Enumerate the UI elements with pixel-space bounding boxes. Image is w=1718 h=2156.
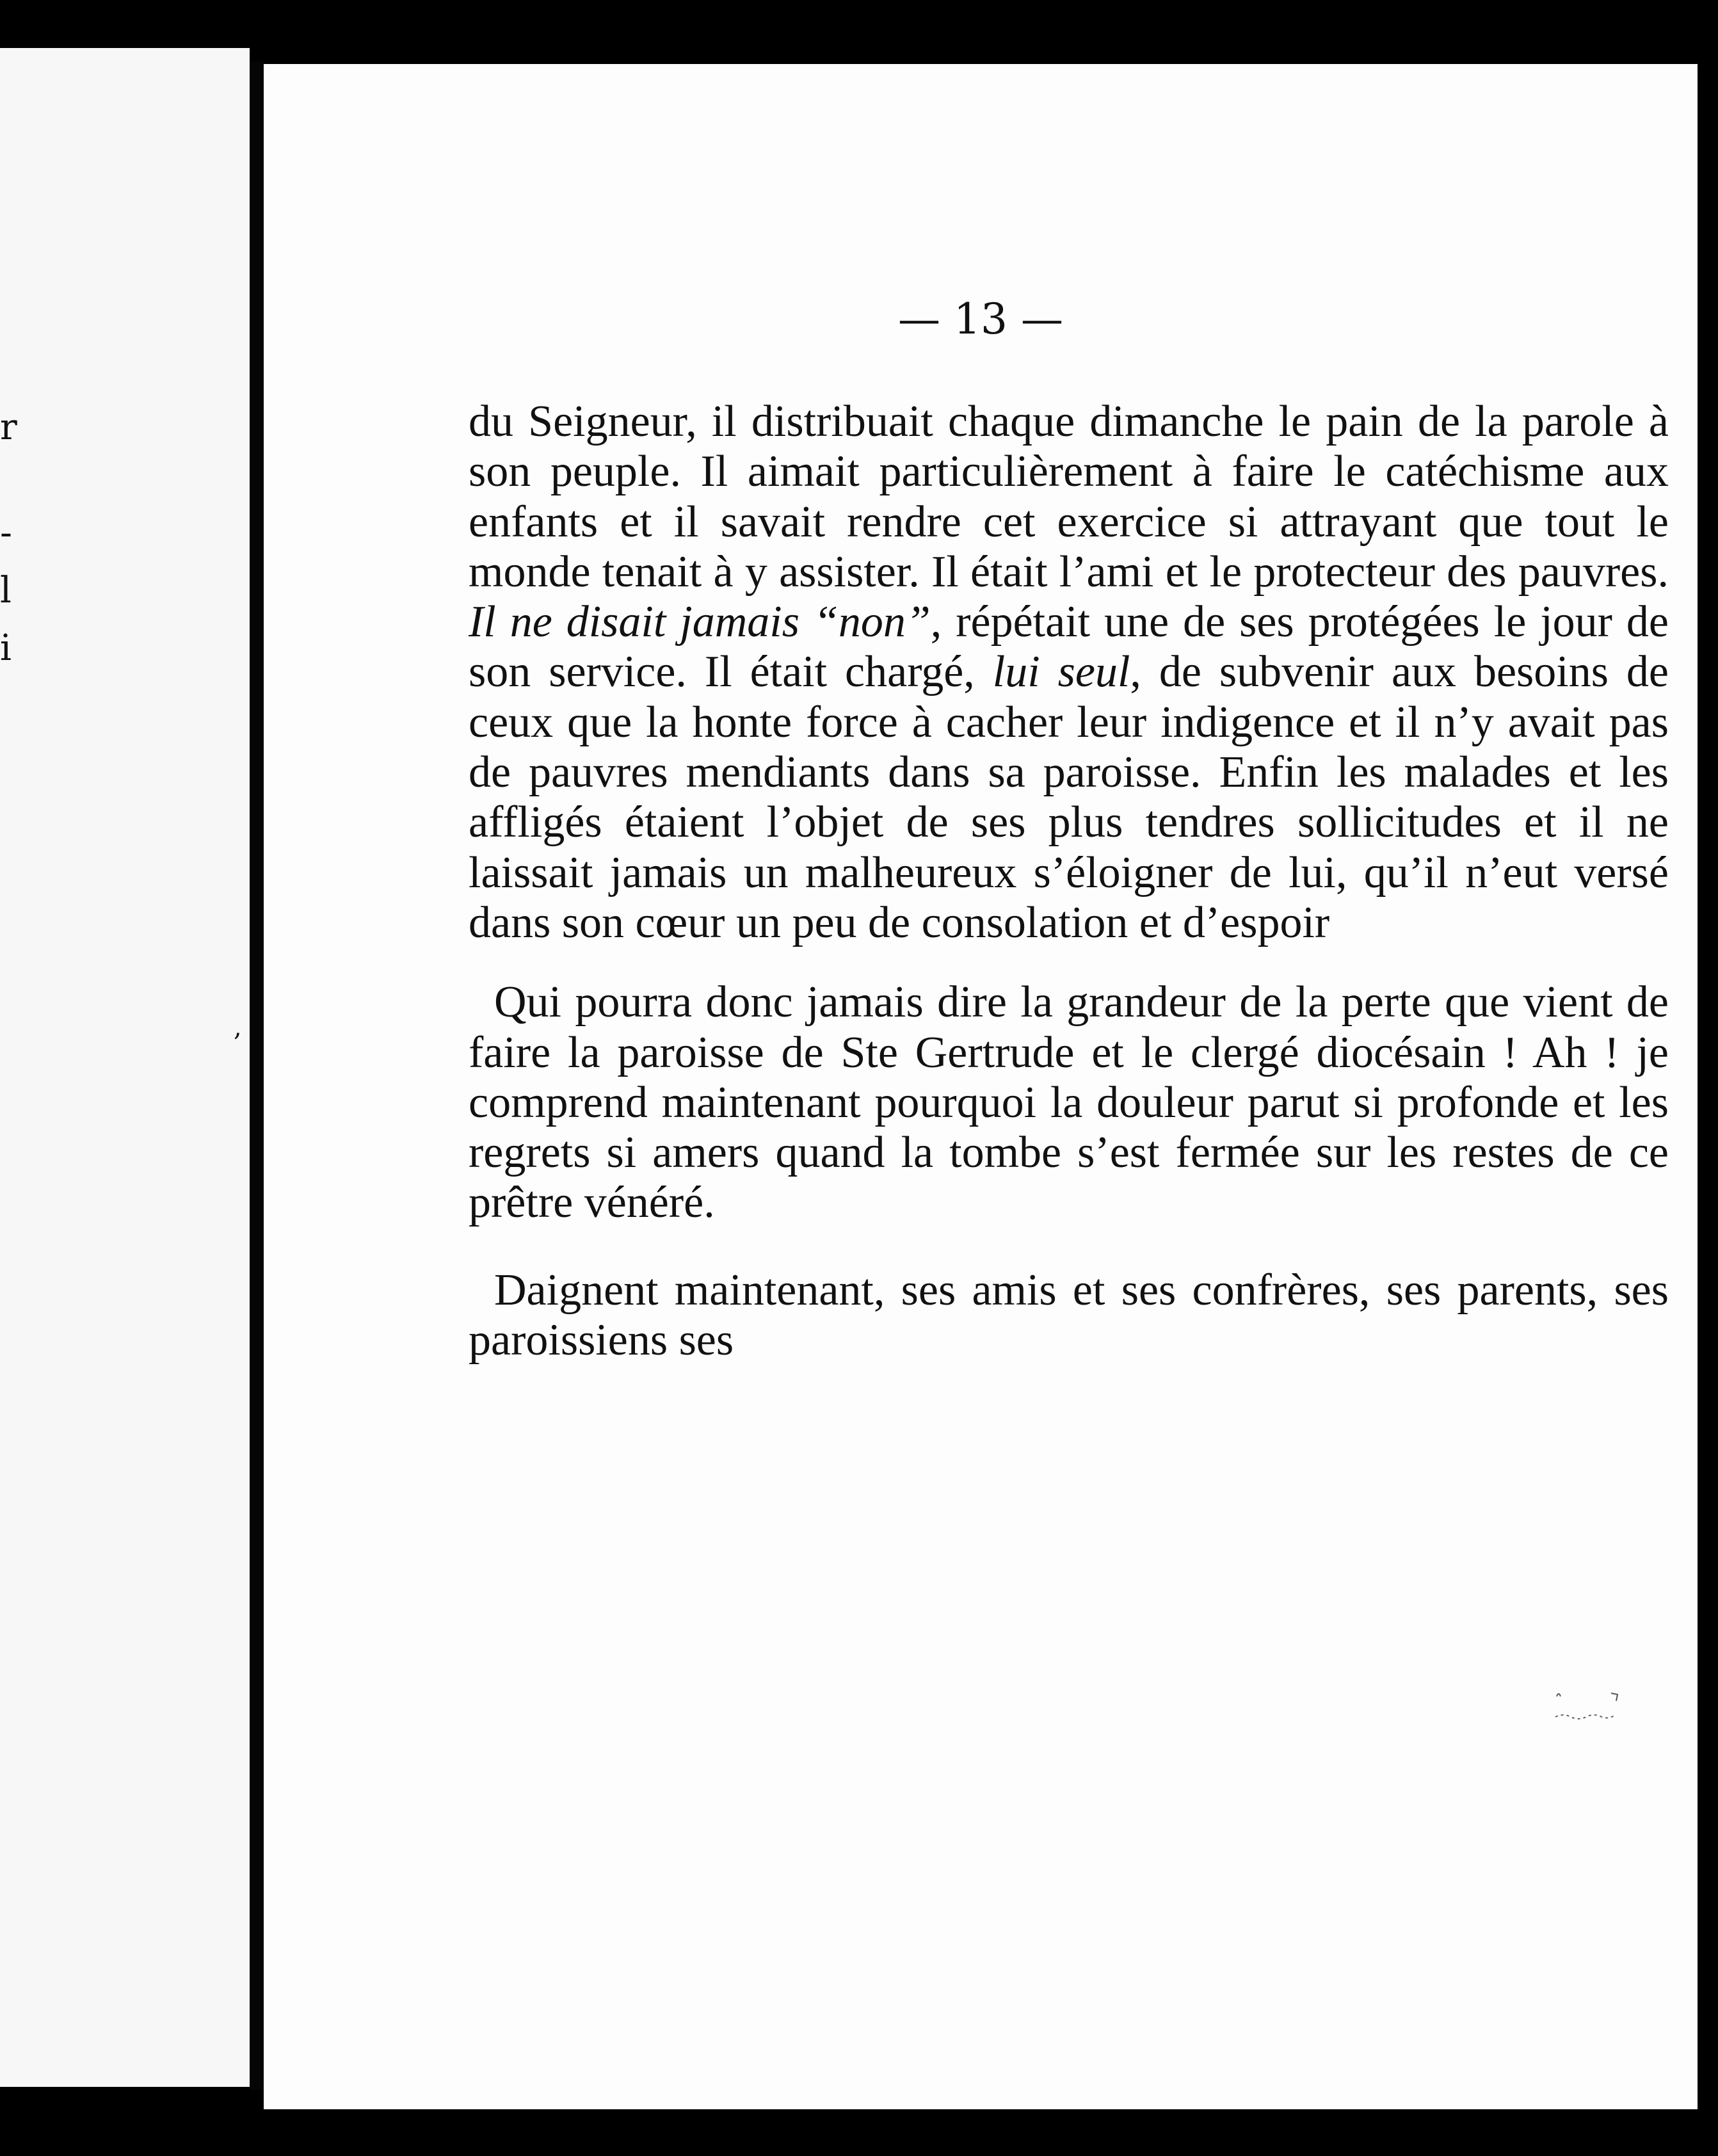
pencil-mark xyxy=(1550,1677,1627,1728)
paragraph-1-segment-5: , de subvenir aux besoins de ceux que la honte force à cacher leur indigence et il n’y avait pas de pauvres mendiants dans sa paroisse. Enfin les malades et les affligés étaient l’objet de ses plus tendres sollicitudes et il ne laissait jamais un malheureux s’éloigner de lui, qu’il n’eut versé dans son cœur un peu de consolation et d’espoir xyxy=(469,647,1669,947)
paragraph-3-segment-1: Daignent maintenant, ses amis et ses confrères, ses parents, ses paroissiens ses xyxy=(469,1265,1669,1365)
previous-page-fragments xyxy=(0,394,38,778)
previous-page-glyph: i xyxy=(0,627,12,669)
book-page xyxy=(264,64,1698,2109)
previous-page-glyph: r xyxy=(0,406,17,448)
paragraph-1-segment-4-italic: lui seul xyxy=(992,647,1130,697)
page-body-text xyxy=(469,397,1669,1365)
previous-page-glyph: l xyxy=(0,570,12,611)
paragraph-1-segment-1: du Seigneur, il distribuait chaque dimanche le pain de la parole à son peuple. Il aimait particulièrement à faire le catéchisme aux enfants et il savait rendre cet exercice si attrayant que tout le monde tenait à y assister. Il était l’ami et le protecteur des pauvres. xyxy=(469,397,1669,597)
previous-page-glyph: , xyxy=(234,1013,242,1042)
paragraph-1-segment-2-italic: Il ne disait jamais “non” xyxy=(469,597,931,647)
paragraph-1 xyxy=(469,397,1669,948)
paragraph-2-segment-1: Qui pourra donc jamais dire la grandeur de la perte que vient de faire la paroisse de Ste Gertrude et le clergé diocésain ! Ah ! je comprend maintenant pourquoi la douleur parut si profonde et les regrets si amers quand la tombe s’est fermée sur les restes de ce prêtre vénéré. xyxy=(469,977,1669,1228)
paragraph-3 xyxy=(469,1266,1669,1366)
page-number: — 13 — xyxy=(898,294,1063,344)
book-spine xyxy=(250,61,264,2090)
paragraph-1-segment-3: , répétait une de ses protégées le jour de son service. Il était chargé, xyxy=(469,597,1669,697)
previous-page-edge xyxy=(0,48,250,2087)
paragraph-2 xyxy=(469,977,1669,1228)
previous-page-glyph: - xyxy=(0,512,12,554)
